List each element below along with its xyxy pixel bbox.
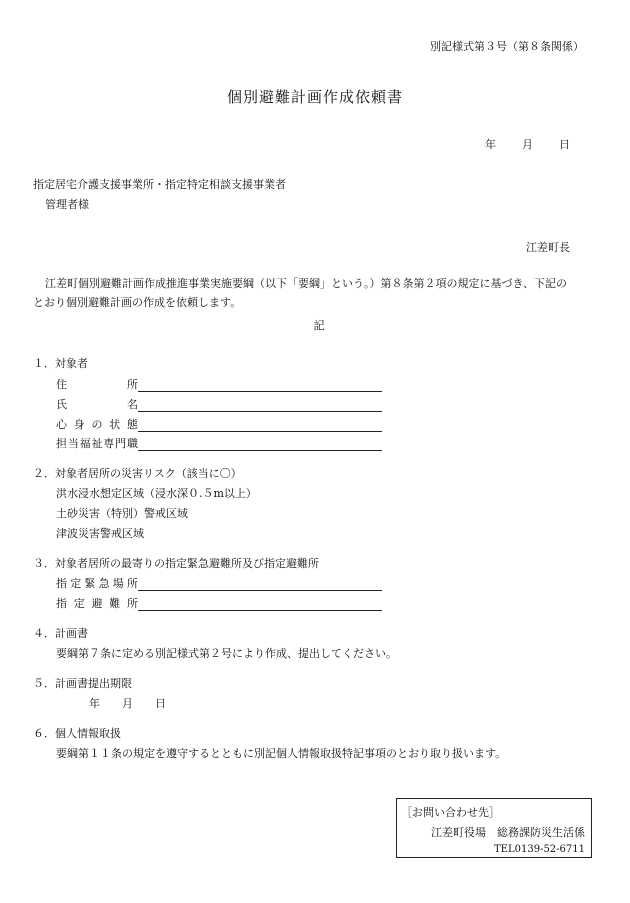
ki-marker: 記 xyxy=(313,319,325,332)
risk-item-tsunami: 津波災害警戒区域 xyxy=(56,527,144,540)
deadline-month: 月 xyxy=(122,697,133,710)
field-label: 指 定 避 難 所 xyxy=(56,597,138,610)
contact-heading: ［お問い合わせ先］ xyxy=(401,806,500,819)
addressee-title: 管理者様 xyxy=(45,198,89,211)
body-text-line2: とおり個別避難計画の作成を依頼します。 xyxy=(33,296,242,309)
field-address[interactable] xyxy=(56,376,382,392)
field-blank-line[interactable] xyxy=(138,438,382,451)
field-emergency-shelter[interactable] xyxy=(56,575,382,591)
contact-office: 江差町役場 総務課防災生活係 xyxy=(431,826,585,839)
date-year: 年 xyxy=(485,138,496,151)
section-title: 対象者居所の災害リスク（該当に〇） xyxy=(55,467,242,480)
field-evacuation-shelter[interactable] xyxy=(56,595,382,611)
field-condition[interactable] xyxy=(56,416,382,432)
section-title: 対象者 xyxy=(55,357,88,370)
deadline-date xyxy=(89,695,166,711)
field-blank-line[interactable] xyxy=(138,399,382,412)
section-3-heading xyxy=(33,555,319,571)
section-title: 個人情報取扱 xyxy=(55,727,121,740)
field-blank-line[interactable] xyxy=(138,419,382,432)
section-6-heading xyxy=(33,725,121,741)
body-text-line1: 江差町個別避難計画作成推進事業実施要綱（以下「要綱」という。）第８条第２項の規定に基づき、下記の xyxy=(45,277,568,290)
field-label: 住 所 xyxy=(56,378,138,391)
sender: 江差町長 xyxy=(526,241,570,254)
deadline-year: 年 xyxy=(89,697,100,710)
field-blank-line[interactable] xyxy=(138,578,382,591)
field-label: 氏 名 xyxy=(56,398,138,411)
section-1-heading xyxy=(33,355,88,371)
section-title: 計画書提出期限 xyxy=(55,677,132,690)
deadline-day: 日 xyxy=(155,697,166,710)
section-number: １． xyxy=(33,357,55,370)
section-number: ５． xyxy=(33,677,55,690)
section-4-text: 要綱第７条に定める別記様式第２号により作成、提出してください。 xyxy=(56,647,397,660)
section-number: ４． xyxy=(33,627,55,640)
section-number: ３． xyxy=(33,557,55,570)
field-name[interactable] xyxy=(56,396,382,412)
addressee-organization: 指定居宅介護支援事業所・指定特定相談支援事業者 xyxy=(33,178,286,191)
document-title: 個別避難計画作成依頼書 xyxy=(226,88,403,106)
field-label: 心 身 の 状 態 xyxy=(56,418,138,431)
section-number: ２． xyxy=(33,467,55,480)
section-4-heading xyxy=(33,625,88,641)
date-month: 月 xyxy=(522,138,533,151)
field-welfare-specialist[interactable] xyxy=(56,435,382,451)
field-blank-line[interactable] xyxy=(138,598,382,611)
section-title: 計画書 xyxy=(55,627,88,640)
section-5-heading xyxy=(33,675,132,691)
date-day: 日 xyxy=(559,138,570,151)
section-number: ６． xyxy=(33,727,55,740)
section-6-text: 要綱第１１条の規定を遵守するとともに別記個人情報取扱特記事項のとおり取り扱います。 xyxy=(56,747,507,760)
field-label: 指定緊急場所 xyxy=(56,577,138,590)
risk-item-landslide: 土砂災害（特別）警戒区域 xyxy=(56,507,188,520)
form-number: 別記様式第３号（第８条関係） xyxy=(430,40,584,53)
section-title: 対象者居所の最寄りの指定緊急避難所及び指定避難所 xyxy=(55,557,319,570)
contact-phone: TEL0139-52-6711 xyxy=(494,844,585,855)
contact-box xyxy=(396,798,592,858)
field-label: 担当福祉専門職 xyxy=(56,437,138,450)
field-blank-line[interactable] xyxy=(138,379,382,392)
issue-date xyxy=(485,136,570,152)
risk-item-flood: 洪水浸水想定区域（浸水深０.５m以上） xyxy=(56,487,257,500)
section-2-heading xyxy=(33,465,242,481)
